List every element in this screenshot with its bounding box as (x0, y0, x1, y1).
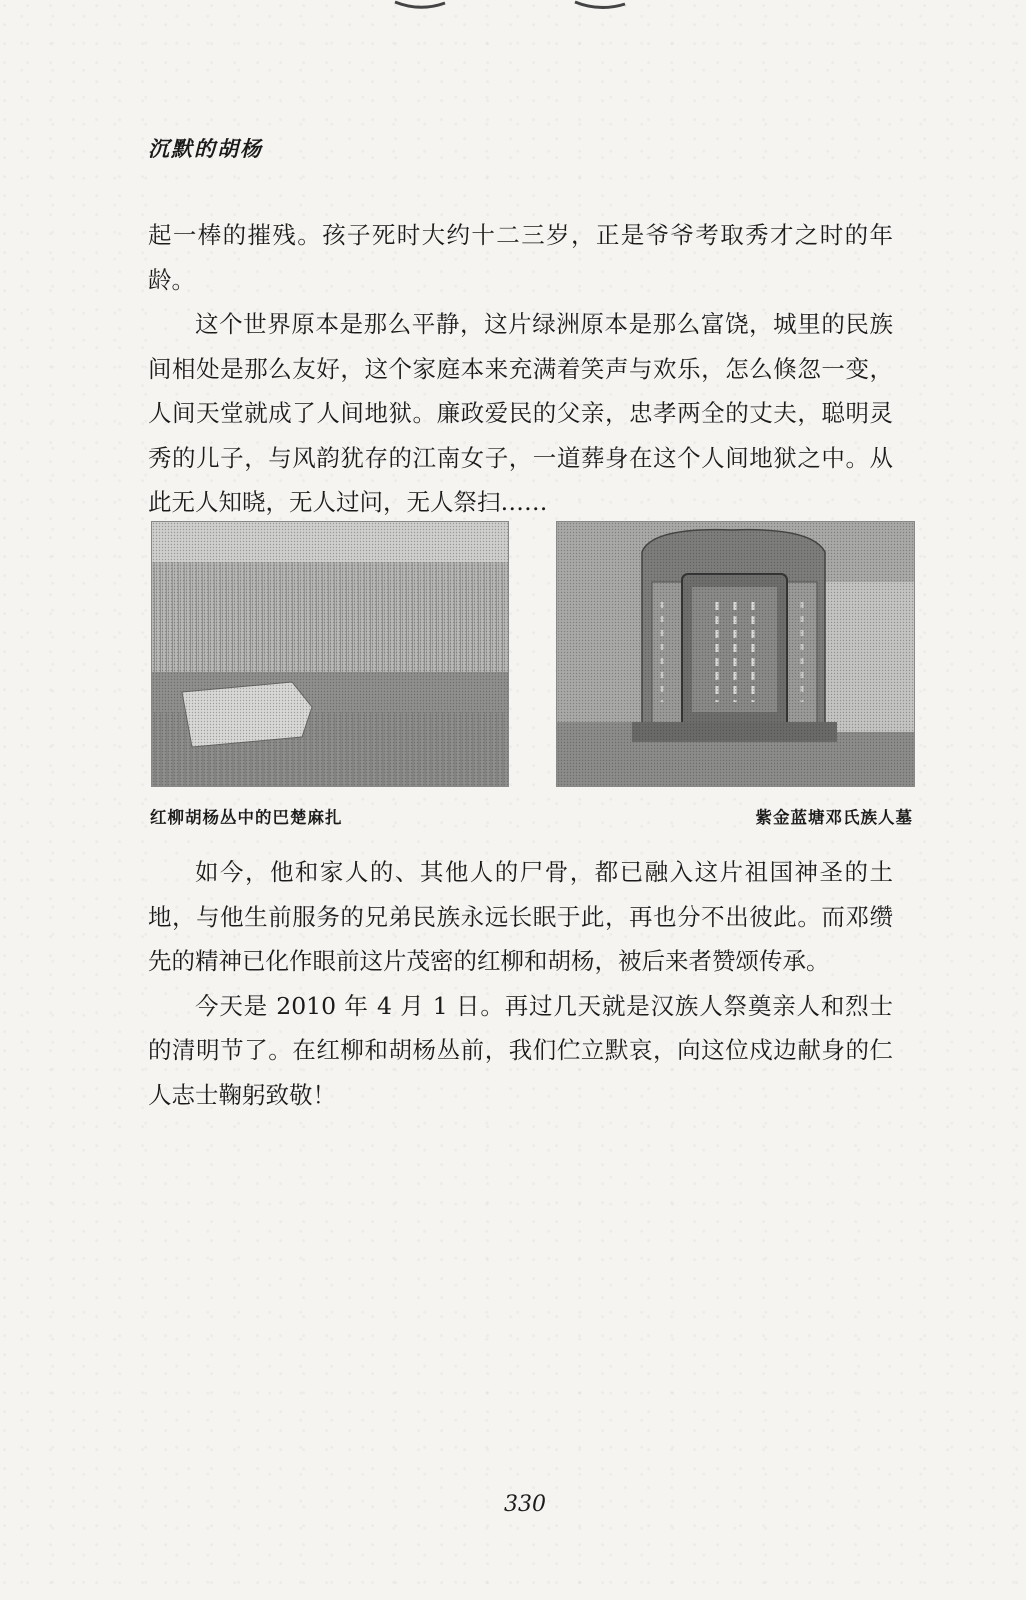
paragraph-3: 如今，他和家人的、其他人的尸骨，都已融入这片祖国神圣的土地，与他生前服务的兄弟民族永远长眠于此，再也分不出彼此。而邓缵先的精神已化作眼前这片茂密的红柳和胡杨，被后来者赞颂传承。 (148, 858, 893, 975)
figure-caption-left: 红柳胡杨丛中的巴楚麻扎 (150, 808, 343, 827)
page-number: 330 (504, 1492, 546, 1517)
photo-family-tomb (556, 521, 915, 787)
running-head-title: 沉默的胡杨 (148, 136, 263, 161)
paragraph-1: 起一棒的摧残。孩子死时大约十二三岁，正是爷爷考取秀才之时的年龄。 (148, 221, 893, 294)
body-text-upper (148, 213, 893, 525)
paragraph-2: 这个世界原本是那么平静，这片绿洲原本是那么富饶，城里的民族间相处是那么友好，这个家庭本来充满着笑声与欢乐，怎么倏忽一变，人间天堂就成了人间地狱。廉政爱民的父亲，忠孝两全的丈夫，聪明灵秀的儿子，与风韵犹存的江南女子，一道葬身在这个人间地狱之中。从此无人知晓，无人过问，无人祭扫…… (148, 310, 893, 516)
body-text-lower (148, 850, 893, 1117)
page-top-smudge (0, 0, 1026, 14)
figure-caption-right: 紫金蓝塘邓氏族人墓 (755, 808, 913, 827)
paragraph-4: 今天是 2010 年 4 月 1 日。再过几天就是汉族人祭奠亲人和烈士的清明节了。在红柳和胡杨丛前，我们伫立默哀，向这位戍边献身的仁人志士鞠躬致敬！ (148, 991, 893, 1109)
photo-reeds-mazar (151, 521, 509, 787)
